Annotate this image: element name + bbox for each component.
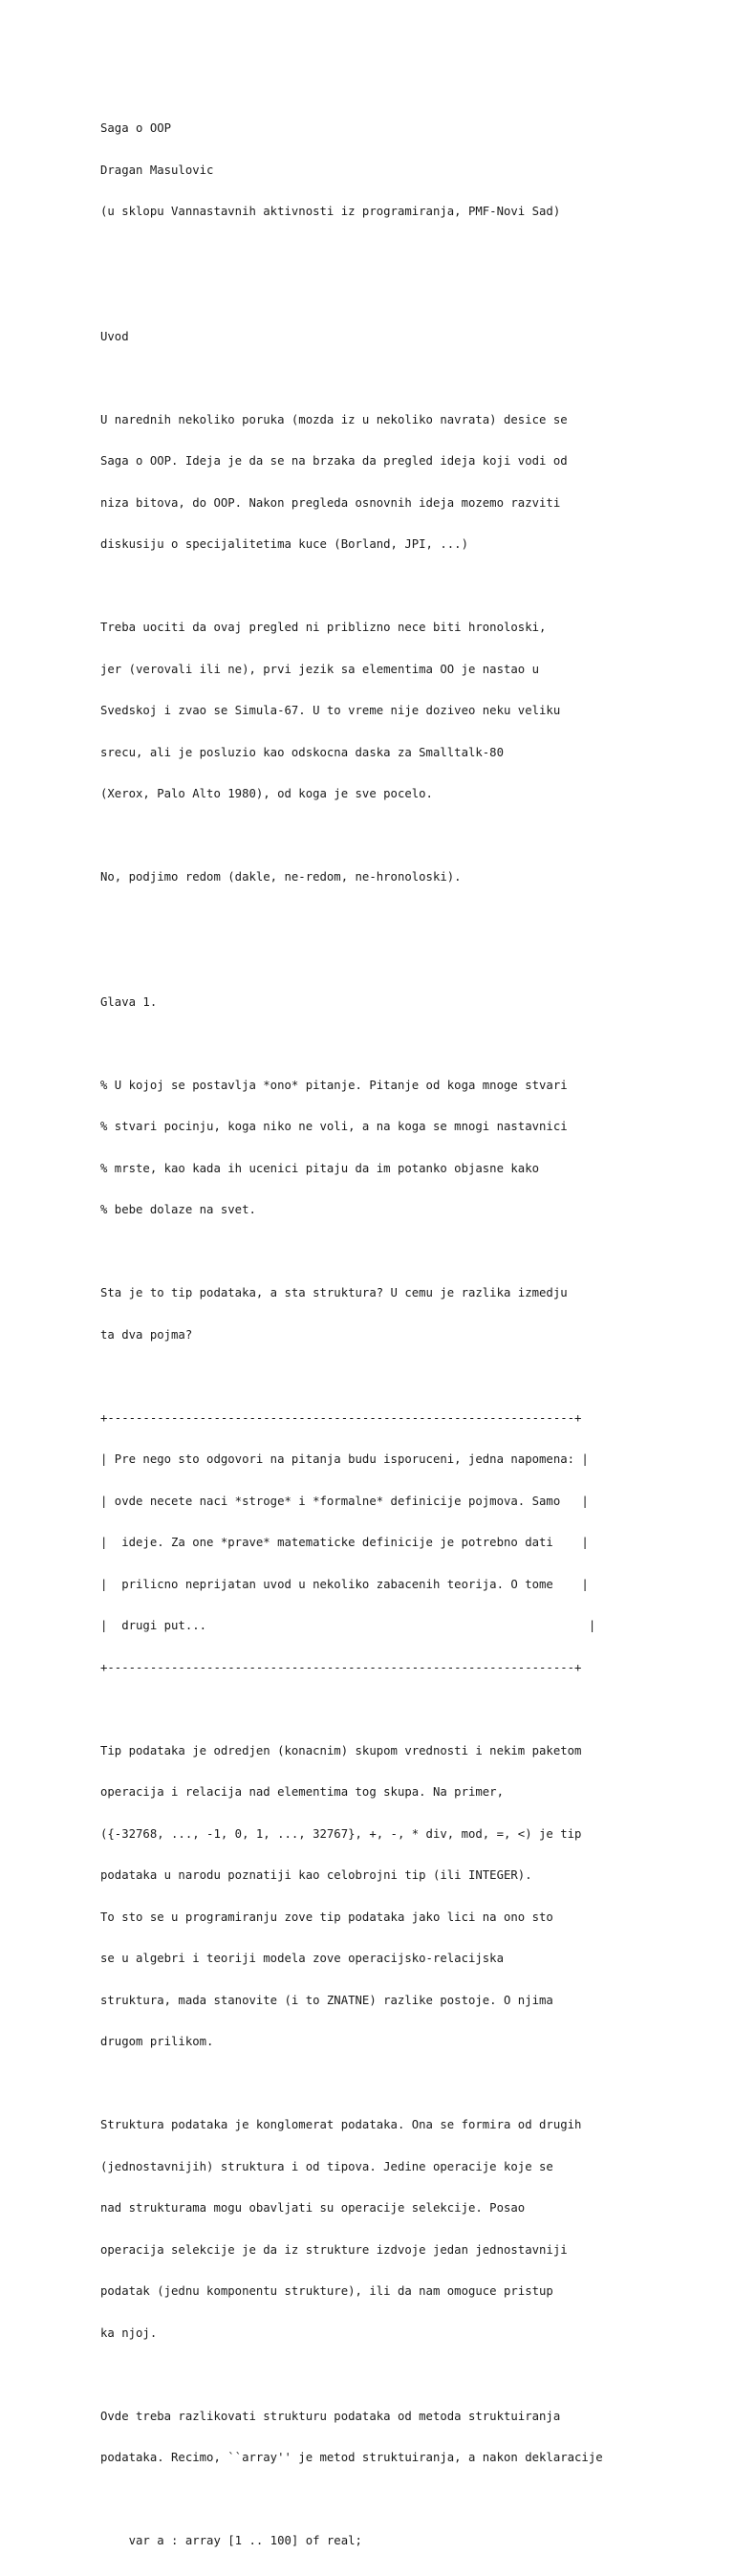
paragraph-line: niza bitova, do OOP. Nakon pregleda osnovnih ideja mozemo razviti — [100, 495, 561, 510]
section-heading-uvod: Uvod — [100, 329, 129, 343]
paragraph-line: podataka. Recimo, ``array'' je metod struktuiranja, a nakon deklaracije — [100, 2451, 603, 2464]
paragraph-line: Tip podataka je odredjen (konacnim) skupom vrednosti i nekim paketom — [100, 1743, 582, 1757]
doc-author: Dragan Masulovic — [100, 163, 214, 177]
ascii-box-line: | drugi put... | — [100, 1619, 596, 1632]
ascii-box-line: | ideje. Za one *prave* matematicke definicije je potrebno dati | — [100, 1536, 589, 1549]
paragraph-line: operacija selekcije je da iz strukture izdvoje jedan jednostavniji — [100, 2242, 568, 2257]
paragraph-line: Ovde treba razlikovati strukturu podataka od metoda struktuiranja — [100, 2409, 561, 2423]
paragraph-line: podataka u narodu poznatiji kao celobrojni tip (ili INTEGER). — [100, 1868, 532, 1882]
paragraph-line: podatak (jednu komponentu strukture), ili da nam omoguce pristup — [100, 2284, 553, 2298]
ascii-box-line: +------------------------------------------------------------------+ — [100, 1410, 582, 1425]
paragraph-line: Treba uociti da ovaj pregled ni priblizno nece biti hronoloski, — [100, 621, 547, 634]
paragraph-line: (Xerox, Palo Alto 1980), od koga je sve pocelo. — [100, 787, 433, 800]
section-heading-glava: Glava 1. — [100, 994, 158, 1009]
quote-line: % bebe dolaze na svet. — [100, 1203, 256, 1216]
paragraph-line: struktura, mada stanovite (i to ZNATNE) razlike postoje. O njima — [100, 1993, 553, 2007]
paragraph-line: jer (verovali ili ne), prvi jezik sa elementima OO je nastao u — [100, 662, 540, 676]
ascii-box-line: +------------------------------------------------------------------+ — [100, 1660, 582, 1674]
ascii-box-line: | ovde necete naci *stroge* i *formalne* definicije pojmova. Samo | — [100, 1494, 589, 1508]
paragraph-line: ta dva pojma? — [100, 1327, 193, 1342]
ascii-box-line: | prilicno neprijatan uvod u nekoliko zabacenih teorija. O tome | — [100, 1577, 589, 1591]
paragraph-line: Svedskoj i zvao se Simula-67. U to vreme nije doziveo neku veliku — [100, 704, 561, 717]
doc-title: Saga o OOP — [100, 121, 172, 135]
paragraph-line: Struktura podataka je konglomerat podataka. Ona se formira od drugih — [100, 2118, 582, 2131]
paragraph-line: ({-32768, ..., -1, 0, 1, ..., 32767}, +, -, * div, mod, =, <) je tip — [100, 1826, 582, 1841]
quote-line: % mrste, kao kada ih ucenici pitaju da im potanko objasne kako — [100, 1161, 540, 1175]
paragraph-line: operacija i relacija nad elementima tog skupa. Na primer, — [100, 1785, 504, 1799]
paragraph-line: Saga o OOP. Ideja je da se na brzaka da pregled ideja koji vodi od — [100, 454, 568, 468]
paragraph-line: Sta je to tip podataka, a sta struktura? U cemu je razlika izmedju — [100, 1286, 568, 1299]
quote-line: % U kojoj se postavlja *ono* pitanje. Pitanje od koga mnoge stvari — [100, 1078, 568, 1092]
quote-line: % stvari pocinju, koga niko ne voli, a na koga se mnogi nastavnici — [100, 1120, 568, 1133]
paragraph-line: To sto se u programiranju zove tip podataka jako lici na ono sto — [100, 1910, 553, 1924]
paragraph-line: U narednih nekoliko poruka (mozda iz u nekoliko navrata) desice se — [100, 412, 568, 426]
doc-affiliation: (u sklopu Vannastavnih aktivnosti iz programiranja, PMF-Novi Sad) — [100, 205, 561, 218]
paragraph-line: srecu, ali je posluzio kao odskocna daska za Smalltalk-80 — [100, 745, 504, 759]
paragraph-line: se u algebri i teoriji modela zove operacijsko-relacijska — [100, 1952, 504, 1965]
paragraph-line: nad strukturama mogu obavljati su operacije selekcije. Posao — [100, 2201, 526, 2215]
paragraph-line: diskusiju o specijalitetima kuce (Borland, JPI, ...) — [100, 537, 468, 551]
paragraph-line: (jednostavnijih) struktura i od tipova. Jedine operacije koje se — [100, 2159, 553, 2173]
document-body — [100, 94, 693, 2576]
ascii-box-line: | Pre nego sto odgovori na pitanja budu isporuceni, jedna napomena: | — [100, 1452, 589, 1466]
code-line: var a : array [1 .. 100] of real; — [100, 2534, 362, 2547]
paragraph-line: drugom prilikom. — [100, 2035, 214, 2048]
paragraph-line: ka njoj. — [100, 2325, 158, 2340]
paragraph-line: No, podjimo redom (dakle, ne-redom, ne-hronoloski). — [100, 870, 462, 884]
